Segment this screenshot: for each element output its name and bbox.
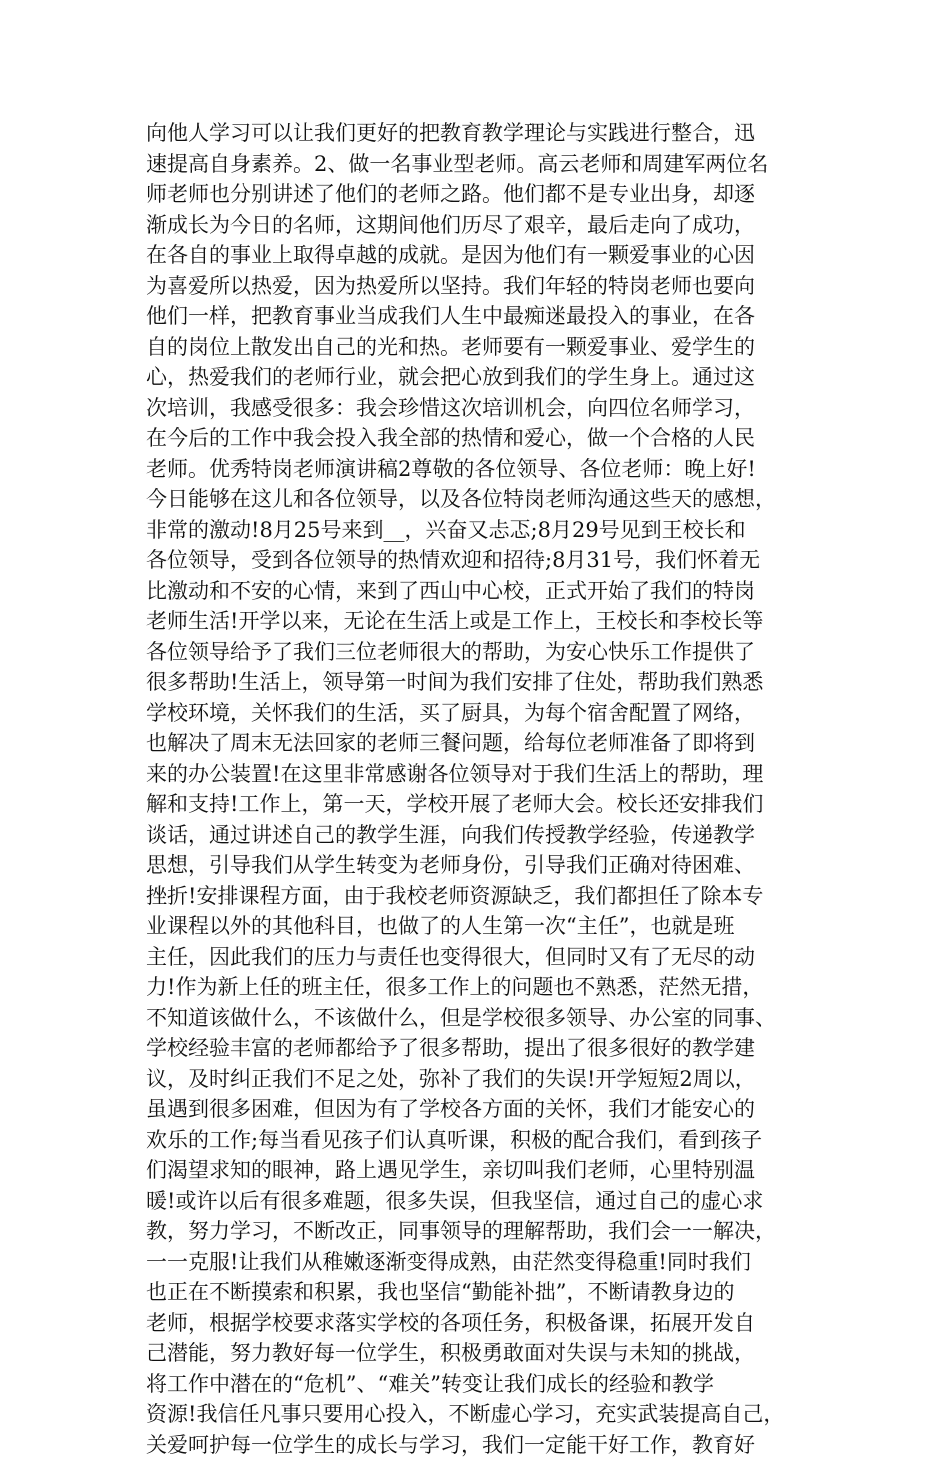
text-line: 思想，引导我们从学生转变为老师身份，引导我们正确对待困难、	[146, 850, 826, 881]
text-line: 师老师也分别讲述了他们的老师之路。他们都不是专业出身，却逐	[146, 179, 826, 210]
text-line: 老师，根据学校要求落实学校的各项任务，积极备课，拓展开发自	[146, 1308, 826, 1339]
text-line: 一一克服!让我们从稚嫩逐渐变得成熟，由茫然变得稳重!同时我们	[146, 1247, 826, 1278]
text-line: 自的岗位上散发出自己的光和热。老师要有一颗爱事业、爱学生的	[146, 332, 826, 363]
text-line: 今日能够在这儿和各位领导，以及各位特岗老师沟通这些天的感想，	[146, 484, 826, 515]
text-line: 将工作中潜在的“危机”、“难关”转变让我们成长的经验和教学	[146, 1369, 826, 1400]
text-line: 挫折!安排课程方面，由于我校老师资源缺乏，我们都担任了除本专	[146, 881, 826, 912]
text-line: 各位领导给予了我们三位老师很大的帮助，为安心快乐工作提供了	[146, 637, 826, 668]
text-line: 向他人学习可以让我们更好的把教育教学理论与实践进行整合，迅	[146, 118, 826, 149]
text-line: 也解决了周末无法回家的老师三餐问题，给每位老师准备了即将到	[146, 728, 826, 759]
text-line: 己潜能，努力教好每一位学生，积极勇敢面对失误与未知的挑战，	[146, 1338, 826, 1369]
text-line: 速提高自身素养。2、做一名事业型老师。高云老师和周建军两位名	[146, 149, 826, 180]
text-line: 学校经验丰富的老师都给予了很多帮助，提出了很多很好的教学建	[146, 1033, 826, 1064]
text-line: 来的办公装置!在这里非常感谢各位领导对于我们生活上的帮助，理	[146, 759, 826, 790]
text-line: 渐成长为今日的名师，这期间他们历尽了艰辛，最后走向了成功，	[146, 210, 826, 241]
text-line: 非常的激动!8月25号来到__，兴奋又忐忑;8月29号见到王校长和	[146, 515, 826, 546]
text-line: 力!作为新上任的班主任，很多工作上的问题也不熟悉，茫然无措，	[146, 972, 826, 1003]
text-line: 业课程以外的其他科目，也做了的人生第一次“主任”，也就是班	[146, 911, 826, 942]
text-line: 在今后的工作中我会投入我全部的热情和爱心，做一个合格的人民	[146, 423, 826, 454]
text-line: 谈话，通过讲述自己的教学生涯，向我们传授教学经验，传递教学	[146, 820, 826, 851]
text-line: 解和支持!工作上，第一天，学校开展了老师大会。校长还安排我们	[146, 789, 826, 820]
text-line: 他们一样，把教育事业当成我们人生中最痴迷最投入的事业，在各	[146, 301, 826, 332]
text-line: 关爱呵护每一位学生的成长与学习，我们一定能干好工作，教育好	[146, 1430, 826, 1460]
text-line: 老师生活!开学以来，无论在生活上或是工作上，王校长和李校长等	[146, 606, 826, 637]
text-line: 学校环境，关怀我们的生活，买了厨具，为每个宿舍配置了网络，	[146, 698, 826, 729]
text-line: 为喜爱所以热爱，因为热爱所以坚持。我们年轻的特岗老师也要向	[146, 271, 826, 302]
text-line: 次培训，我感受很多：我会珍惜这次培训机会，向四位名师学习，	[146, 393, 826, 424]
text-line: 主任，因此我们的压力与责任也变得很大，但同时又有了无尽的动	[146, 942, 826, 973]
text-line: 在各自的事业上取得卓越的成就。是因为他们有一颗爱事业的心因	[146, 240, 826, 271]
text-line: 暖!或许以后有很多难题，很多失误，但我坚信，通过自己的虚心求	[146, 1186, 826, 1217]
body-text	[146, 118, 826, 1460]
text-line: 不知道该做什么，不该做什么，但是学校很多领导、办公室的同事、	[146, 1003, 826, 1034]
text-line: 老师。优秀特岗老师演讲稿2尊敬的各位领导、各位老师：晚上好!	[146, 454, 826, 485]
text-line: 心，热爱我们的老师行业，就会把心放到我们的学生身上。通过这	[146, 362, 826, 393]
text-line: 议，及时纠正我们不足之处，弥补了我们的失误!开学短短2周以，	[146, 1064, 826, 1095]
text-line: 们渴望求知的眼神，路上遇见学生，亲切叫我们老师，心里特别温	[146, 1155, 826, 1186]
text-line: 教，努力学习，不断改正，同事领导的理解帮助，我们会一一解决，	[146, 1216, 826, 1247]
text-line: 也正在不断摸索和积累，我也坚信“勤能补拙”，不断请教身边的	[146, 1277, 826, 1308]
text-line: 比激动和不安的心情，来到了西山中心校，正式开始了我们的特岗	[146, 576, 826, 607]
text-line: 欢乐的工作;每当看见孩子们认真听课，积极的配合我们，看到孩子	[146, 1125, 826, 1156]
text-line: 资源!我信任凡事只要用心投入，不断虚心学习，充实武装提高自己，	[146, 1399, 826, 1430]
text-line: 各位领导，受到各位领导的热情欢迎和招待;8月31号，我们怀着无	[146, 545, 826, 576]
text-line: 很多帮助!生活上，领导第一时间为我们安排了住处，帮助我们熟悉	[146, 667, 826, 698]
text-line: 虽遇到很多困难，但因为有了学校各方面的关怀，我们才能安心的	[146, 1094, 826, 1125]
